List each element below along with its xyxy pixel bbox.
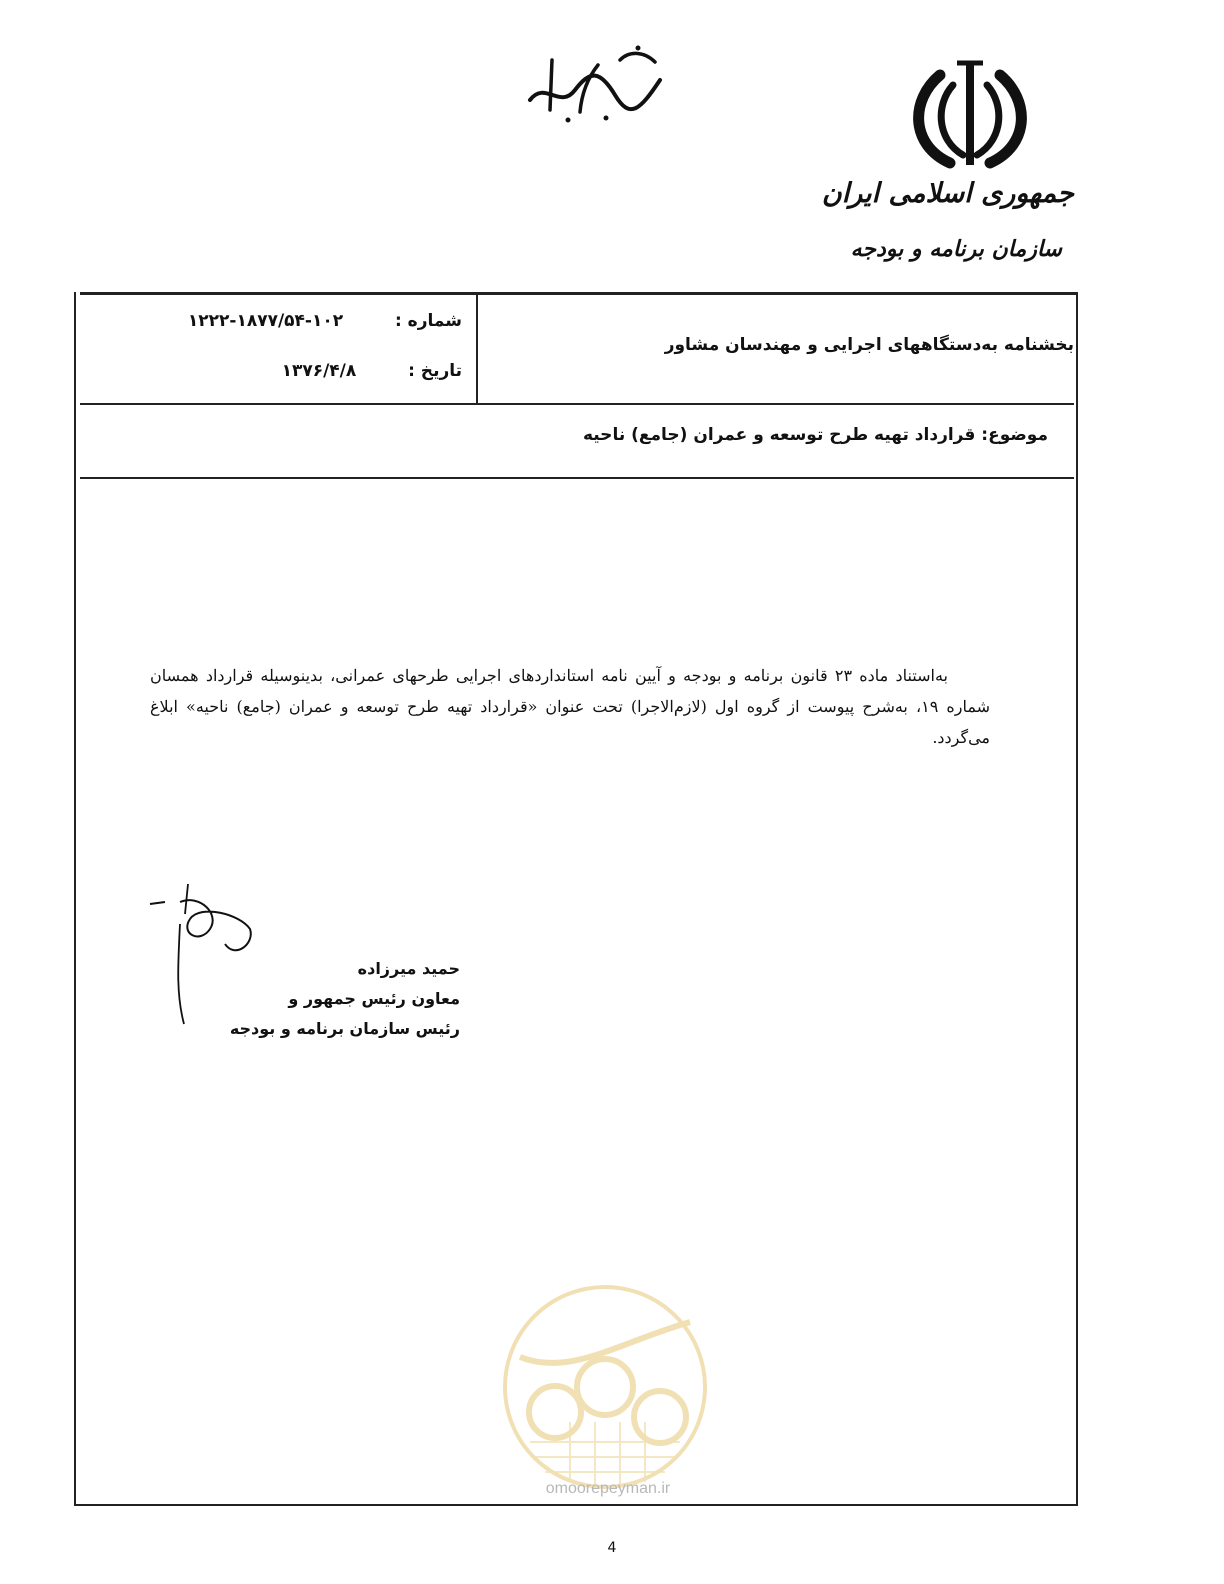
letterhead-country: جمهوری اسلامی ایران <box>821 178 1074 209</box>
signatory-title-2: رئیس سازمان برنامه و بودجه <box>229 1019 460 1038</box>
subject-line: موضوع: قرارداد تهیه طرح توسعه و عمران (جامع) ناحیه <box>582 425 1048 445</box>
reference-date-label: تاریخ : <box>408 361 462 381</box>
reference-number-value: ۱۰۲-۱۸۷۷/۵۴-۱۲۲۲ <box>187 311 344 331</box>
reference-cell <box>80 295 478 403</box>
body-paragraph: به‌استناد ماده ۲۳ قانون برنامه و بودجه و آیین نامه استانداردهای اجرایی طرحهای عمرانی، بدینوسیله قرارداد همسان شماره ۱۹، به‌شرح پیوست از گروه اول (لازم‌الاجرا) تحت عنوان «قرارداد تهیه طرح توسعه و عمران (جامع) ناحیه» ابلاغ می‌گردد. <box>150 666 990 747</box>
letterhead-organization: سازمان برنامه و بودجه <box>850 236 1062 262</box>
page-number: 4 <box>607 1540 617 1556</box>
reference-number <box>188 311 462 331</box>
header-row <box>80 295 1074 405</box>
basmala-calligraphy <box>520 40 670 126</box>
subject-row <box>80 405 1074 479</box>
reference-date-value: ۱۳۷۶/۴/۸ <box>281 361 357 381</box>
signatory-title-1: معاون رئیس جمهور و <box>288 989 460 1008</box>
reference-number-label: شماره : <box>394 311 462 331</box>
circular-title: بخشنامه به‌دستگاههای اجرایی و مهندسان مشاور <box>664 335 1074 355</box>
iran-emblem-icon <box>905 55 1035 175</box>
watermark-logo <box>500 1282 710 1492</box>
signatory-block <box>200 954 460 1044</box>
reference-date <box>282 361 462 381</box>
signatory-name: حمید میرزاده <box>357 959 460 978</box>
watermark-url: omoorepeyman.ir <box>545 1480 671 1497</box>
letter-body <box>150 660 990 753</box>
